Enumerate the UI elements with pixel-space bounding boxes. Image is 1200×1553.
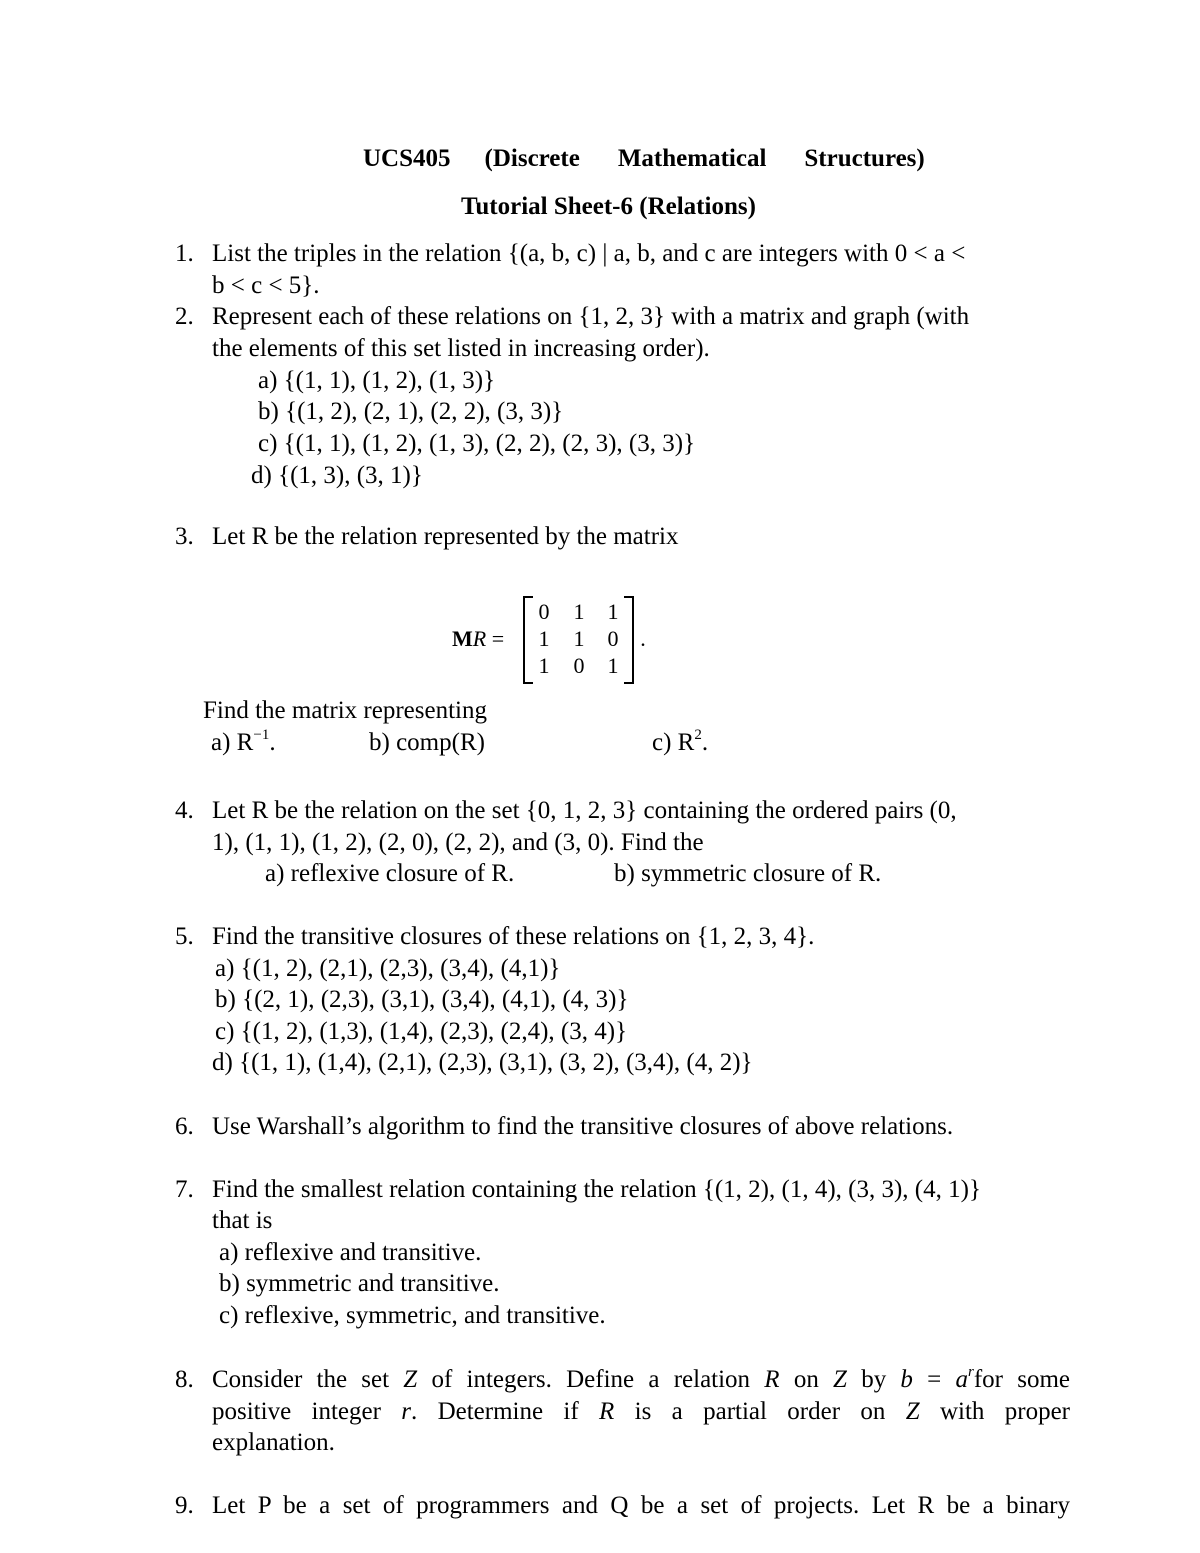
sub-question-b: b) symmetric and transitive.	[219, 1270, 500, 1297]
question-text: Find the smallest relation containing the relation {(1, 2), (1, 4), (3, 3), (4, 1)}	[212, 1176, 981, 1203]
question-text: the elements of this set listed in increasing order).	[212, 335, 710, 362]
sub-question-c: c) {(1, 2), (1,3), (1,4), (2,3), (2,4), (3, 4)}	[215, 1018, 628, 1045]
matrix-left-bracket	[523, 596, 533, 684]
matrix-cell: 1	[573, 626, 585, 651]
question-text: positive integer r. Determine if R is a partial order on Z with proper	[212, 1398, 1070, 1425]
sub-question-d: d) {(1, 3), (3, 1)}	[251, 462, 423, 489]
matrix-cell: 0	[573, 653, 585, 678]
course-code: UCS405	[363, 145, 451, 172]
sub-question-a: a) $R^{-1}$.	[211, 727, 276, 756]
matrix-period: .	[640, 626, 646, 651]
question-text: 1), (1, 1), (1, 2), (2, 0), (2, 2), and (3, 0). Find the	[212, 829, 704, 856]
matrix-cell: 1	[538, 653, 550, 678]
course-name-part-2: Mathematical	[617, 145, 767, 172]
sub-question-a: a) reflexive closure of R.	[265, 860, 515, 887]
question-number: 2.	[175, 303, 194, 330]
question-text: b < c < 5}.	[212, 272, 320, 299]
question-text: Represent each of these relations on {1, 2, 3} with a matrix and graph (with	[212, 303, 970, 330]
question-text: Consider the set Z of integers. Define a relation R on Z by $b = a^rfor$ some	[212, 1364, 1070, 1393]
matrix-cell: 0	[538, 599, 550, 624]
sub-question-c: c) reflexive, symmetric, and transitive.	[219, 1302, 606, 1329]
matrix-cell: 0	[607, 626, 619, 651]
matrix-right-bracket	[624, 596, 634, 684]
question-text: explanation.	[212, 1429, 335, 1456]
matrix-label: MR =	[452, 626, 505, 651]
matrix-cell: 1	[538, 626, 550, 651]
question-text: Let R be the relation represented by the matrix	[212, 523, 679, 550]
question-number: 6.	[175, 1113, 194, 1140]
sub-question-b: b) {(1, 2), (2, 1), (2, 2), (3, 3)}	[258, 398, 564, 425]
sub-question-c: c) $R^2$.	[652, 727, 709, 756]
sub-question-a: a) {(1, 2), (2,1), (2,3), (3,4), (4,1)}	[215, 955, 561, 982]
question-text: Find the matrix representing	[203, 697, 487, 724]
question-number: 7.	[175, 1176, 194, 1203]
question-text: Use Warshall’s algorithm to find the transitive closures of above relations.	[212, 1113, 954, 1140]
question-text: List the triples in the relation {(a, b, c) | a, b, and c are integers with 0 < a <	[212, 240, 966, 267]
course-title	[363, 143, 925, 175]
question-number: 9.	[175, 1492, 194, 1519]
question-number: 5.	[175, 923, 194, 950]
sub-question-a: a) {(1, 1), (1, 2), (1, 3)}	[258, 367, 496, 394]
question-text: Let P be a set of programmers and Q be a set of projects. Let R be a binary	[212, 1492, 1070, 1519]
course-name-part-1: (Discrete	[484, 145, 580, 172]
sheet-title: Tutorial Sheet-6 (Relations)	[461, 193, 756, 220]
question-number: 1.	[175, 240, 194, 267]
question-text: Find the transitive closures of these relations on {1, 2, 3, 4}.	[212, 923, 815, 950]
matrix-cell: 1	[607, 653, 619, 678]
question-number: 3.	[175, 523, 194, 550]
sub-question-b: b) symmetric closure of R.	[614, 860, 882, 887]
course-name-part-3: Structures)	[804, 145, 925, 172]
question-number: 8.	[175, 1366, 194, 1393]
matrix-cell: 1	[607, 599, 619, 624]
question-text: Let R be the relation on the set {0, 1, 2, 3} containing the ordered pairs (0,	[212, 797, 957, 824]
sub-question-c: c) {(1, 1), (1, 2), (1, 3), (2, 2), (2, 3), (3, 3)}	[258, 430, 696, 457]
sub-question-b: b) comp(R)	[369, 729, 485, 756]
question-text: that is	[212, 1207, 273, 1234]
matrix-cell: 1	[573, 599, 585, 624]
sub-question-d: d) {(1, 1), (1,4), (2,1), (2,3), (3,1), (3, 2), (3,4), (4, 2)}	[212, 1049, 753, 1076]
sub-question-b: b) {(2, 1), (2,3), (3,1), (3,4), (4,1), (4, 3)}	[215, 986, 629, 1013]
relation-matrix	[452, 596, 662, 682]
sub-question-a: a) reflexive and transitive.	[219, 1239, 482, 1266]
question-number: 4.	[175, 797, 194, 824]
